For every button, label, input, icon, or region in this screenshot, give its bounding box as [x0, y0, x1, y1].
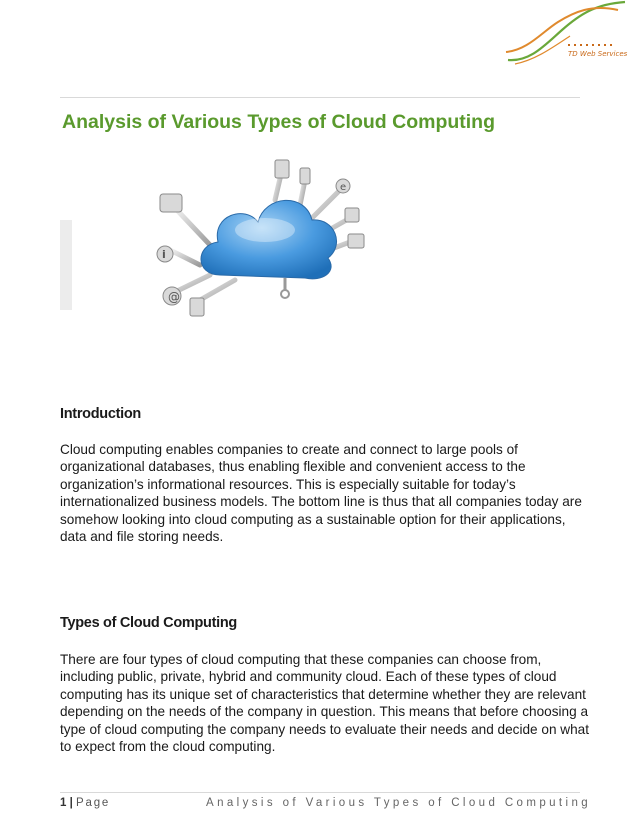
- section-heading-types: Types of Cloud Computing: [60, 615, 237, 631]
- footer-running-title: Analysis of Various Types of Cloud Computing: [206, 797, 592, 809]
- header-divider: [60, 97, 580, 98]
- cloud-computing-illustration: [60, 150, 420, 320]
- footer-separator: |: [69, 797, 73, 809]
- company-logo: [500, 0, 630, 72]
- svg-text:e: e: [340, 182, 347, 193]
- section-body-introduction: Cloud computing enables companies to create and connect to large pools of organizational databases, thus enabling flexible and convenient access to the organization’s informational resources. This is especially suitable for today’s internationalized business models. The bottom line is thus that all companies today are somehow looking into cloud computing as a sustainable option for their applications, data and file storing needs.: [60, 442, 582, 545]
- logo-text: TD Web Services: [568, 50, 628, 58]
- page-label: Page: [76, 797, 111, 809]
- section-heading-introduction: Introduction: [60, 406, 141, 422]
- page-number: 1: [60, 797, 67, 809]
- footer-divider: [60, 792, 580, 793]
- section-body-types: There are four types of cloud computing that these companies can choose from, including public, private, hybrid and community cloud. Each of these types of cloud computing has its unique set of characteristics that determine whether they are relevant depending on the needs of the company in question. This means that before choosing a type of cloud computing the company needs to evaluate their needs and decide on what to expect from the cloud computing.: [60, 652, 590, 755]
- svg-text:i: i: [162, 248, 166, 261]
- page-footer: [60, 797, 592, 809]
- svg-text:@: @: [168, 290, 180, 304]
- page-title: Analysis of Various Types of Cloud Computing: [62, 111, 496, 133]
